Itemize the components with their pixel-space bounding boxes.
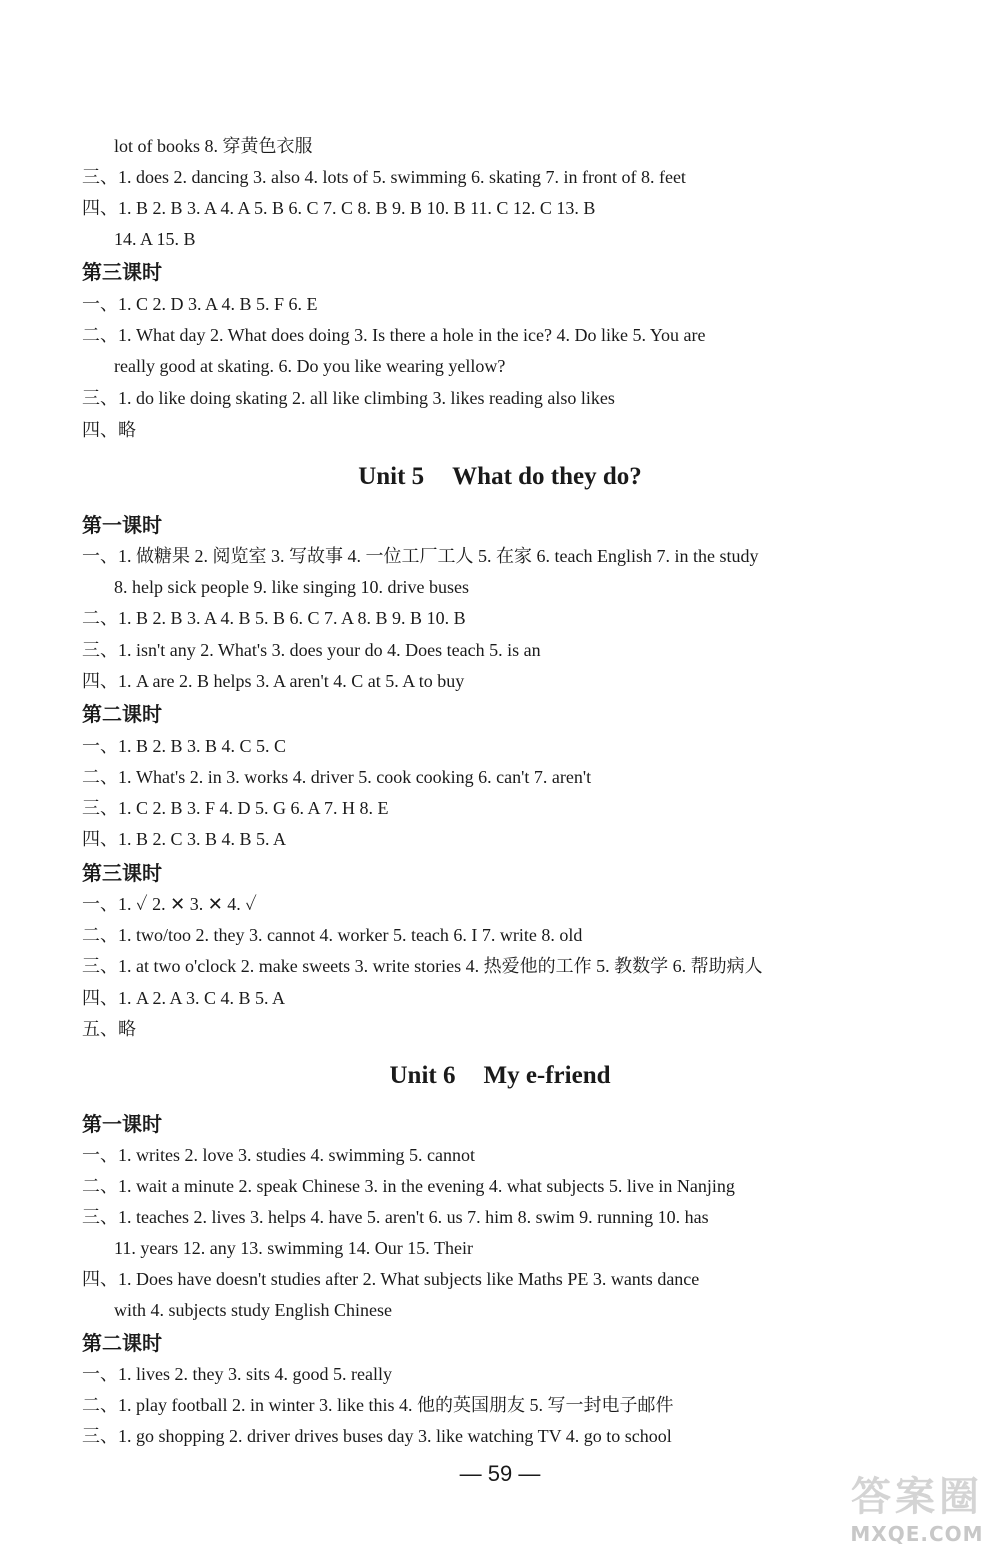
watermark bbox=[842, 1465, 992, 1546]
lesson-heading: 第二课时 bbox=[82, 702, 162, 726]
answer-line: 四、1. A 2. A 3. C 4. B 5. A bbox=[82, 988, 286, 1008]
unit-number: Unit 6 bbox=[389, 1062, 456, 1089]
answer-line: 四、略 bbox=[82, 420, 136, 440]
answer-line-continued: with 4. subjects study English Chinese bbox=[114, 1300, 392, 1320]
watermark-url: MXQE.COM bbox=[850, 1522, 984, 1546]
answer-line: 三、1. go shopping 2. driver drives buses day 3. like watching TV 4. go to school bbox=[82, 1426, 672, 1446]
answer-line: 一、1. B 2. B 3. B 4. C 5. C bbox=[82, 736, 287, 756]
lesson-heading: 第二课时 bbox=[82, 1331, 162, 1355]
answer-line: 三、1. do like doing skating 2. all like climbing 3. likes reading also likes bbox=[82, 388, 615, 408]
answer-line-continued: really good at skating. 6. Do you like wearing yellow? bbox=[114, 356, 506, 376]
answer-line: 二、1. What's 2. in 3. works 4. driver 5. cook cooking 6. can't 7. aren't bbox=[82, 767, 592, 787]
answer-line-continued: 14. A 15. B bbox=[114, 229, 196, 249]
unit-name: What do they do? bbox=[452, 463, 642, 490]
unit-title bbox=[0, 462, 1000, 492]
answer-line: 一、1. writes 2. love 3. studies 4. swimming 5. cannot bbox=[82, 1145, 475, 1165]
answer-line: 三、1. teaches 2. lives 3. helps 4. have 5. aren't 6. us 7. him 8. swim 9. running 10. has bbox=[82, 1207, 709, 1227]
answer-line: 三、1. does 2. dancing 3. also 4. lots of 5. swimming 6. skating 7. in front of 8. feet bbox=[82, 167, 686, 187]
answer-line: 二、1. play football 2. in winter 3. like this 4. 他的英国朋友 5. 写一封电子邮件 bbox=[82, 1395, 674, 1415]
answer-line: 四、1. A are 2. B helps 3. A aren't 4. C at 5. A to buy bbox=[82, 671, 465, 691]
answer-line: 三、1. C 2. B 3. F 4. D 5. G 6. A 7. H 8. E bbox=[82, 798, 389, 818]
lesson-heading: 第一课时 bbox=[82, 513, 162, 537]
answer-line: 三、1. isn't any 2. What's 3. does your do 4. Does teach 5. is an bbox=[82, 640, 541, 660]
answer-line: 一、1. 做糖果 2. 阅览室 3. 写故事 4. 一位工厂工人 5. 在家 6. teach English 7. in the study bbox=[82, 546, 759, 566]
answer-line: 四、1. B 2. B 3. A 4. A 5. B 6. C 7. C 8. B 9. B 10. B 11. C 12. C 13. B bbox=[82, 198, 596, 218]
answer-line-continued: lot of books 8. 穿黄色衣服 bbox=[114, 136, 313, 156]
unit-name: My e-friend bbox=[483, 1062, 611, 1089]
answer-line: 二、1. two/too 2. they 3. cannot 4. worker 5. teach 6. I 7. write 8. old bbox=[82, 925, 583, 945]
answer-line: 一、1. ✓ 2. ✕ 3. ✕ 4. ✓ bbox=[82, 894, 257, 914]
answer-line: 二、1. B 2. B 3. A 4. B 5. B 6. C 7. A 8. B 9. B 10. B bbox=[82, 608, 466, 628]
lesson-heading: 第三课时 bbox=[82, 861, 162, 885]
unit-title bbox=[0, 1061, 1000, 1091]
answer-line: 四、1. B 2. C 3. B 4. B 5. A bbox=[82, 829, 287, 849]
watermark-logo-text: 答案圈 bbox=[851, 1474, 983, 1520]
answer-line-continued: 8. help sick people 9. like singing 10. drive buses bbox=[114, 577, 469, 597]
answer-line: 五、略 bbox=[82, 1019, 136, 1039]
answer-line-continued: 11. years 12. any 13. swimming 14. Our 15. Their bbox=[114, 1238, 473, 1258]
answer-line: 三、1. at two o'clock 2. make sweets 3. write stories 4. 热爱他的工作 5. 教数学 6. 帮助病人 bbox=[82, 956, 763, 976]
answer-line: 一、1. C 2. D 3. A 4. B 5. F 6. E bbox=[82, 294, 318, 314]
unit-number: Unit 5 bbox=[358, 463, 425, 490]
answer-line: 一、1. lives 2. they 3. sits 4. good 5. really bbox=[82, 1364, 392, 1384]
answer-line: 四、1. Does have doesn't studies after 2. What subjects like Maths PE 3. wants dance bbox=[82, 1269, 700, 1289]
page-number: — 59 — bbox=[459, 1461, 541, 1486]
answer-line: 二、1. What day 2. What does doing 3. Is there a hole in the ice? 4. Do like 5. You are bbox=[82, 325, 706, 345]
lesson-heading: 第一课时 bbox=[82, 1112, 162, 1136]
answer-line: 二、1. wait a minute 2. speak Chinese 3. in the evening 4. what subjects 5. live in Nanjing bbox=[82, 1176, 735, 1196]
lesson-heading: 第三课时 bbox=[82, 260, 162, 284]
